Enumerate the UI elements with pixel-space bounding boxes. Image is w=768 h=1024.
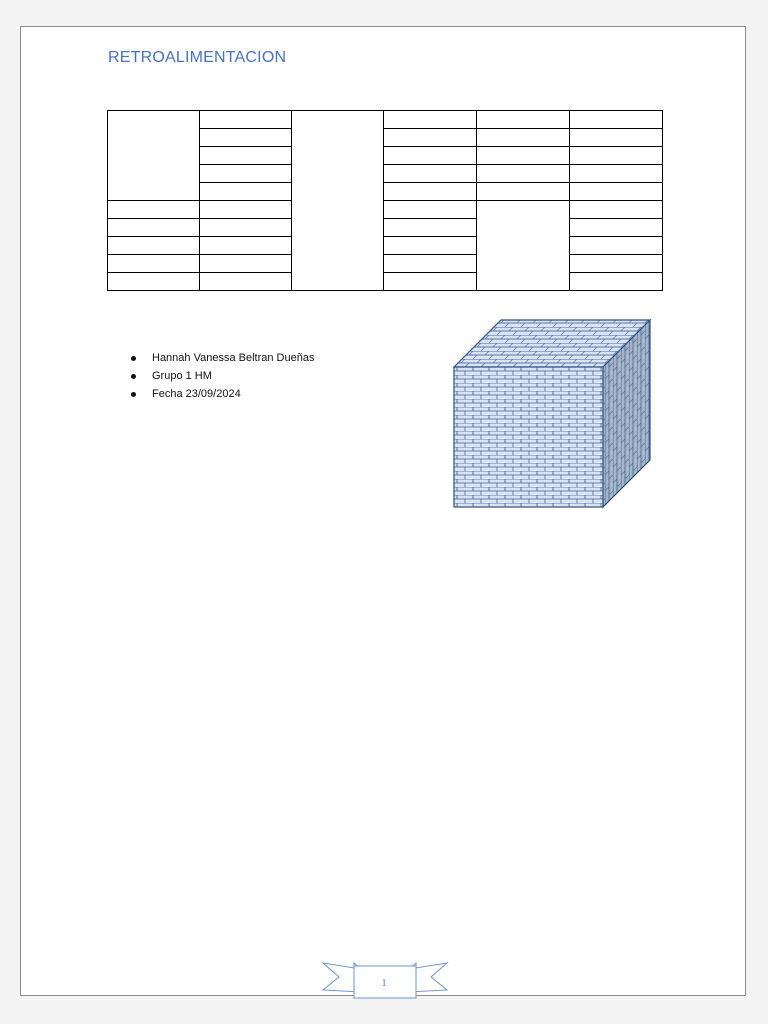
table-cell (570, 219, 663, 237)
table-cell (200, 255, 292, 273)
table-cell (108, 255, 200, 273)
table-cell (384, 183, 477, 201)
table-cell (477, 201, 570, 291)
table-cell (570, 165, 663, 183)
table-cell (200, 129, 292, 147)
table-cell (200, 165, 292, 183)
table-cell (384, 255, 477, 273)
table-cell (477, 165, 570, 183)
table-cell (200, 201, 292, 219)
table-cell (200, 237, 292, 255)
table-cell (108, 201, 200, 219)
table-row (108, 219, 663, 237)
table-cell (384, 111, 477, 129)
table-cell (570, 111, 663, 129)
table-cell (108, 219, 200, 237)
table-cell (384, 219, 477, 237)
list-item: Hannah Vanessa Beltran Dueñas (131, 349, 314, 367)
table-cell (384, 129, 477, 147)
document-page (20, 26, 746, 996)
table-row (108, 255, 663, 273)
table-cell (570, 237, 663, 255)
table-cell (570, 183, 663, 201)
table-cell (200, 219, 292, 237)
brick-cube-icon (453, 319, 653, 511)
table-cell (384, 147, 477, 165)
table-cell (200, 111, 292, 129)
table-cell (108, 237, 200, 255)
table-row (108, 201, 663, 219)
table-cell (108, 273, 200, 291)
table-cell (384, 237, 477, 255)
cube-front-face (454, 367, 603, 507)
table-cell (570, 201, 663, 219)
table-cell (477, 129, 570, 147)
table-cell (384, 201, 477, 219)
table-cell (200, 273, 292, 291)
table-cell (108, 111, 200, 201)
table-cell (570, 255, 663, 273)
table-cell (570, 273, 663, 291)
table-row (108, 237, 663, 255)
table-cell (200, 183, 292, 201)
page-number: 1 (381, 978, 387, 989)
table-cell (570, 129, 663, 147)
table-cell (200, 147, 292, 165)
list-item: Grupo 1 HM (131, 367, 314, 385)
table-cell (477, 111, 570, 129)
table-cell (384, 165, 477, 183)
table-cell (477, 147, 570, 165)
empty-grid-table (107, 110, 663, 291)
table-row (108, 111, 663, 129)
info-bullet-list (131, 349, 314, 403)
table-cell (477, 183, 570, 201)
table-cell (292, 111, 384, 291)
table-cell (384, 273, 477, 291)
table-row (108, 273, 663, 291)
document-title: RETROALIMENTACION (108, 49, 287, 66)
table-cell (570, 147, 663, 165)
list-item: Fecha 23/09/2024 (131, 385, 314, 403)
